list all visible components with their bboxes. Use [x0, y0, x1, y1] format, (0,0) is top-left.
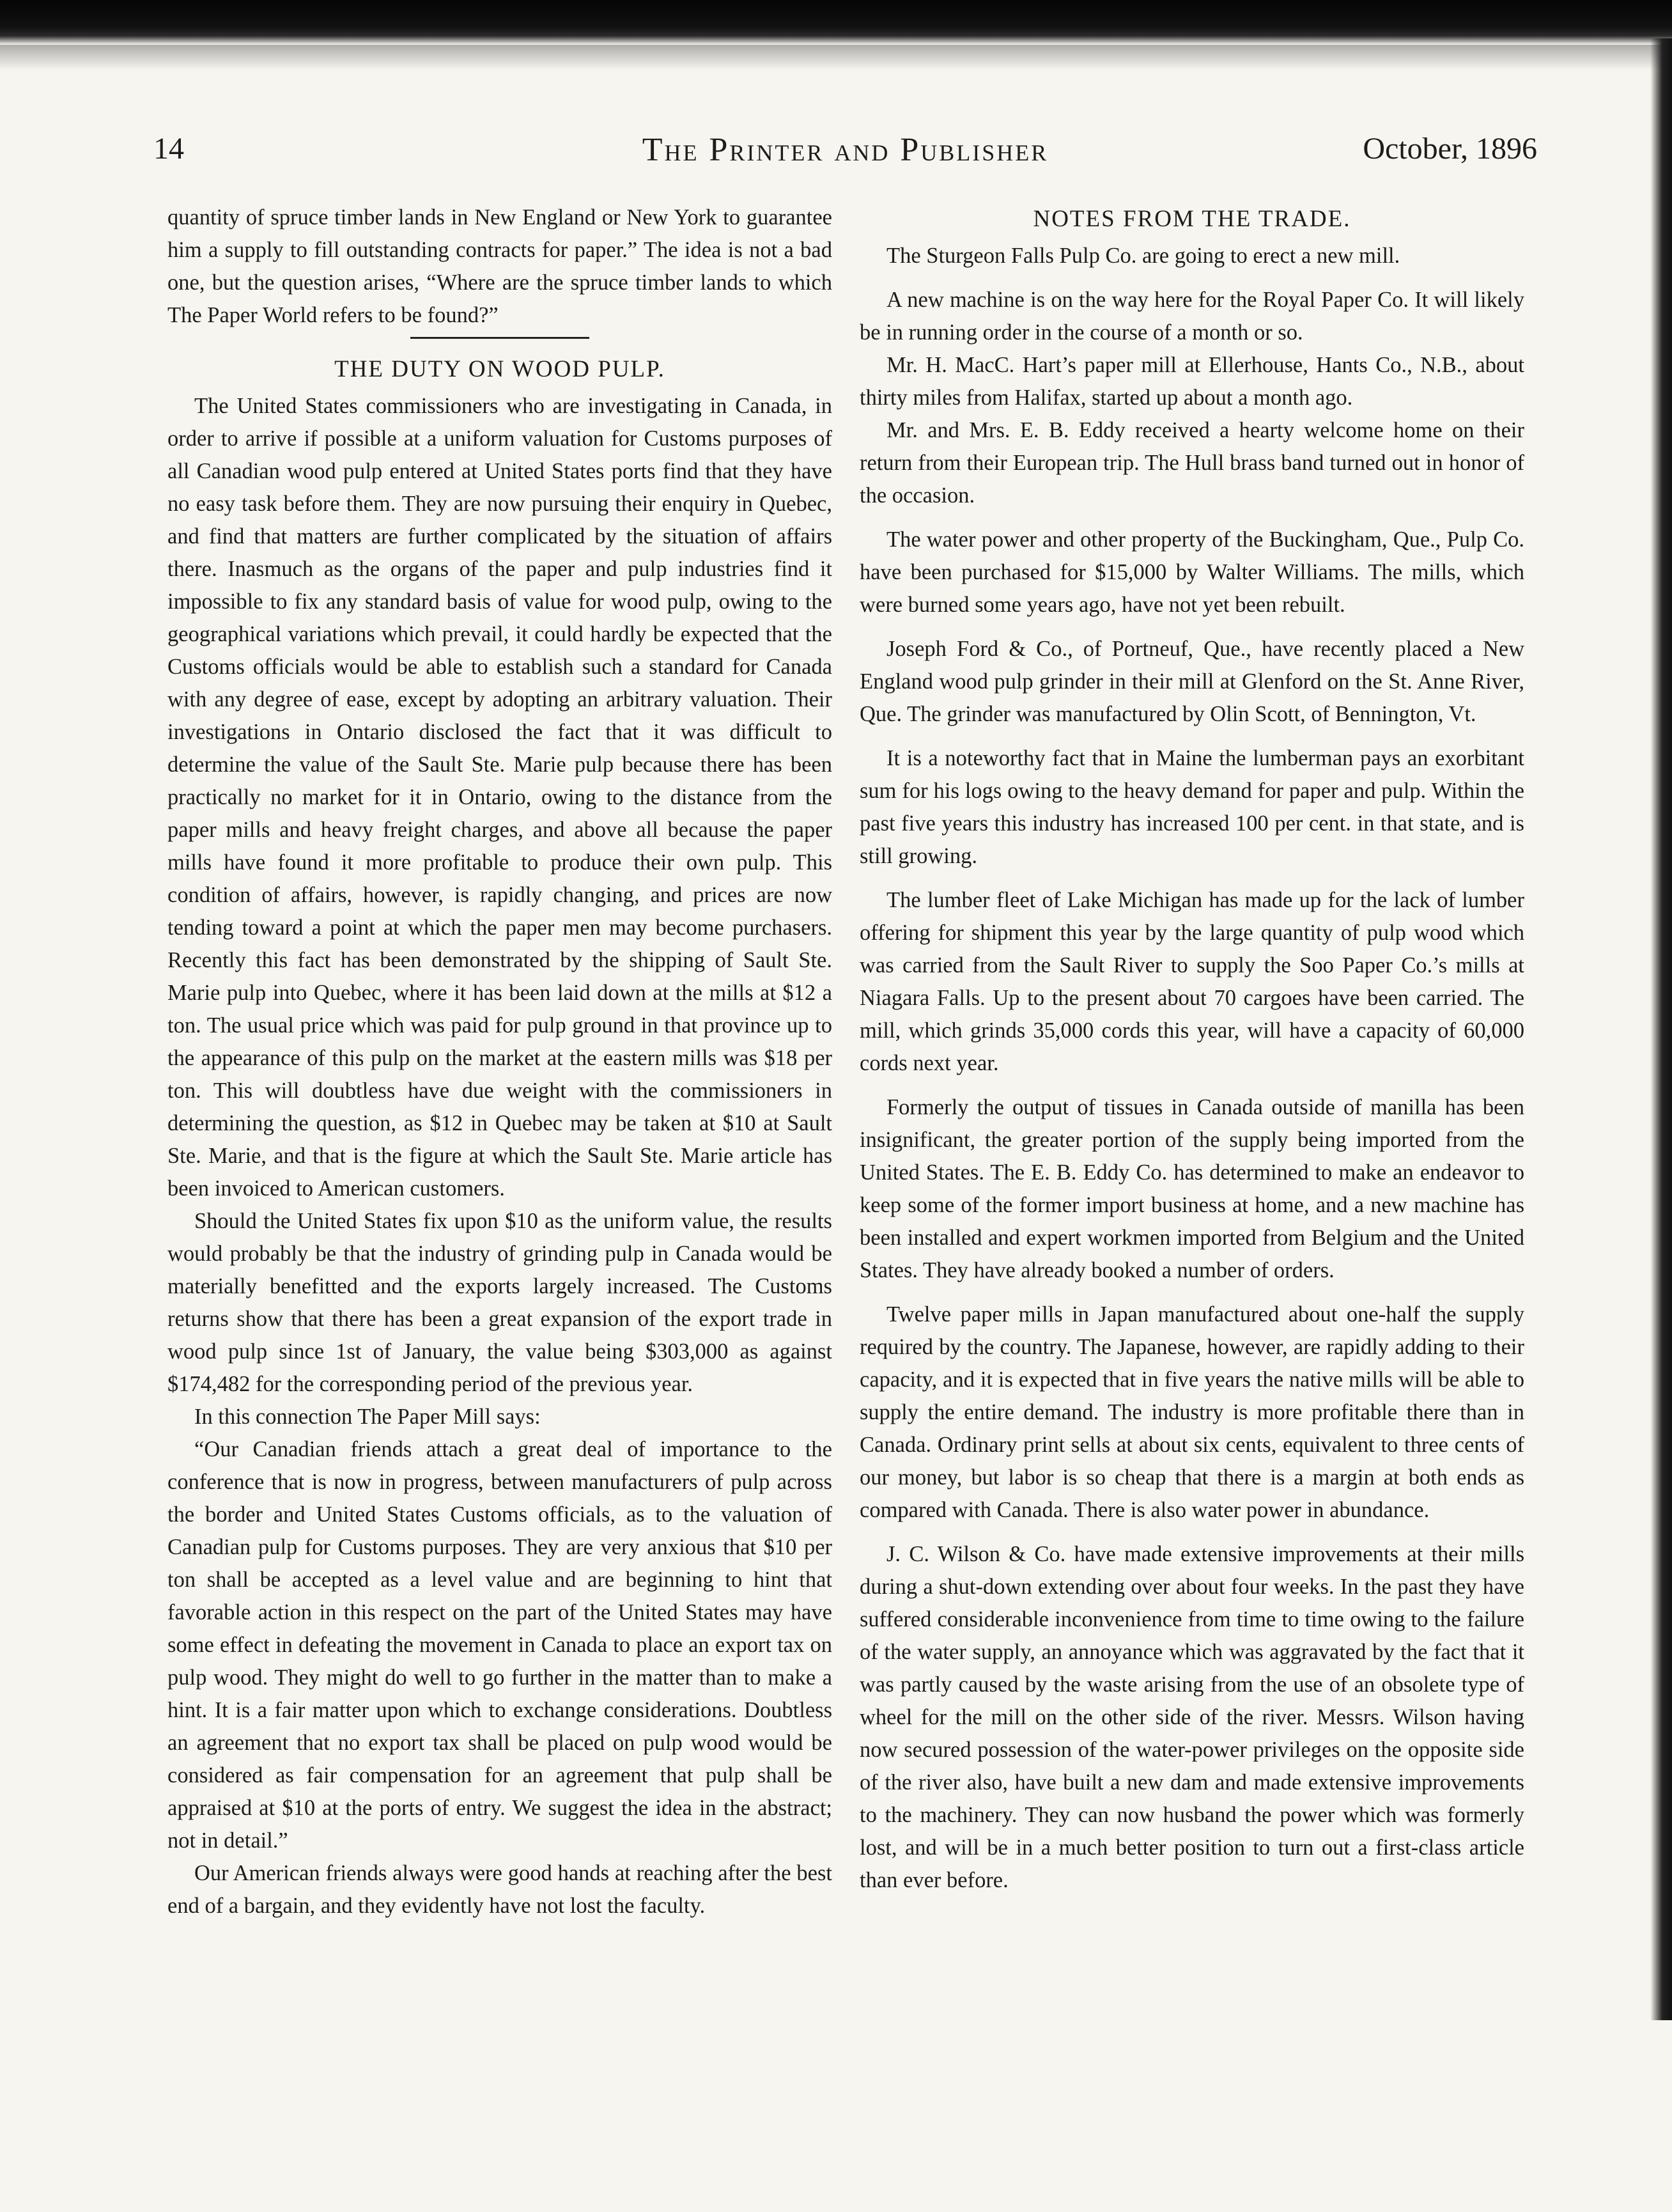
running-header: [153, 131, 1537, 189]
trade-note: J. C. Wilson & Co. have made extensive improvements at their mills during a shut-down extending over about four weeks. In the past they have suffered considerable inconvenience from time to time owing to the failure of the water supply, an annoyance which was aggravated by the fact that it was partly caused by the waste arising from the use of an obsolete type of wheel for the mill on the other side of the river. Messrs. Wilson having now secured possession of the water-power privileges on the opposite side of the river also, have built a new dam and made extensive improvements to the machinery. They can now husband the power which was formerly lost, and will be in a much better position to turn out a first-class article than ever before.: [860, 1542, 1524, 1892]
trade-note: Mr. and Mrs. E. B. Eddy received a hearty welcome home on their return from their European trip. The Hull brass band turned out in honor of the occasion.: [860, 418, 1524, 508]
scan-top-shadow: [0, 45, 1672, 70]
quoted-paragraph: “Our Canadian friends attach a great deal of importance to the conference that is now in progress, between manufacturers of pulp across the border and United States Customs officials, as to the valuation of Canadian pulp for Customs purposes. They are very anxious that $10 per ton shall be accepted as a level value and are beginning to hint that favorable action in this respect on the part of the United States may have some effect in defeating the movement in Canada to place an export tax on pulp wood. They might do well to go further in the matter than to make a hint. It is a fair matter upon which to exchange considerations. Doubtless an agreement that no export tax shall be placed on pulp wood would be considered as fair compensation for an agreement that pulp shall be appraised at $10 at the ports of entry. We suggest the idea in the abstract; not in detail.”: [167, 1437, 832, 1853]
paragraph: The United States commissioners who are investigating in Canada, in order to arrive if possible at a uniform valuation for Customs purposes of all Canadian wood pulp entered at United States ports find that they have no easy task before them. They are now pursuing their enquiry in Quebec, and find that matters are further complicated by the situation of affairs there. Inasmuch as the organs of the paper and pulp industries find it impossible to fix any standard basis of value for wood pulp, owing to the geographical variations which prevail, it could hardly be expected that the Customs officials would be able to establish such a standard for Canada with any degree of ease, except by adopting an arbitrary valuation. Their investigations in Ontario disclosed the fact that it was difficult to determine the value of the Sault Ste. Marie pulp because there has been practically no market for it in Ontario, owing to the distance from the paper mills and heavy freight charges, and above all because the paper mills have found it more profitable to produce their own pulp. This condition of affairs, however, is rapidly changing, and prices are now tending toward a point at which the paper men may become purchasers. Recently this fact has been demonstrated by the shipping of Sault Ste. Marie pulp into Quebec, where it has been laid down at the mills at $12 a ton. The usual price which was paid for pulp ground in that province up to the appearance of this pulp on the market at the eastern mills was $18 per ton. This will doubtless have due weight with the commissioners in determining the question, as $12 in Quebec may be taken at $10 at Sault Ste. Marie, and that is the figure at which the Sault Ste. Marie article has been invoiced to American customers.: [167, 394, 832, 1201]
journal-title: The Printer and Publisher: [642, 132, 1049, 168]
trade-note: The Sturgeon Falls Pulp Co. are going to erect a new mill.: [886, 244, 1400, 268]
intro-paragraph: quantity of spruce timber lands in New England or New York to guarantee him a supply to fill outstanding contracts for paper.” The idea is not a bad one, but the question arises, “Where are the spruce timber lands to which The Paper World refers to be found?”: [167, 205, 832, 327]
trade-note: Joseph Ford & Co., of Portneuf, Que., have recently placed a New England wood pulp grinder in their mill at Glenford on the St. Anne River, Que. The grinder was manufactured by Olin Scott, of Bennington, Vt.: [860, 637, 1524, 726]
trade-note: The water power and other property of the Buckingham, Que., Pulp Co. have been purchased for $15,000 by Walter Williams. The mills, which were burned some years ago, have not yet been rebuilt.: [860, 527, 1524, 617]
section-divider: [410, 337, 589, 339]
trade-note: It is a noteworthy fact that in Maine the lumberman pays an exorbitant sum for his logs owing to the heavy demand for paper and pulp. Within the past five years this industry has increased 100 per cent. in that state, and is still growing.: [860, 746, 1524, 868]
page-number: 14: [153, 132, 184, 166]
trade-note: Twelve paper mills in Japan manufactured about one-half the supply required by the country. The Japanese, however, are rapidly adding to their capacity, and it is expected that in five years the native mills will be able to supply the entire demand. The industry is more profitable there than in Canada. Ordinary print sells at about six cents, equivalent to three cents of our money, but labor is so cheap that there is a margin at both ends as compared with Canada. There is also water power in abundance.: [860, 1302, 1524, 1522]
right-column: [860, 201, 1524, 1897]
paragraph: Should the United States fix upon $10 as the uniform value, the results would probably be that the industry of grinding pulp in Canada would be materially benefitted and the exports largely increased. The Customs returns show that there has been a great expansion of the export trade in wood pulp since 1st of January, the value being $303,000 as against $174,482 for the corresponding period of the previous year.: [167, 1209, 832, 1396]
trade-note: The lumber fleet of Lake Michigan has made up for the lack of lumber offering for shipment this year by the large quantity of pulp wood which was carried from the Sault River to supply the Soo Paper Co.’s mills at Niagara Falls. Up to the present about 70 cargoes have been carried. The mill, which grinds 35,000 cords this year, will have a capacity of 60,000 cords next year.: [860, 888, 1524, 1075]
trade-note: A new machine is on the way here for the Royal Paper Co. It will likely be in running order in the course of a month or so.: [860, 288, 1524, 345]
scan-right-edge: [1650, 38, 1672, 2020]
paragraph: In this connection The Paper Mill says:: [194, 1405, 541, 1429]
trade-note: Formerly the output of tissues in Canada outside of manilla has been insignificant, the greater portion of the supply being imported from the United States. The E. B. Eddy Co. has determined to make an endeavor to keep some of the former import business at home, and a new machine has been installed and expert workmen imported from Belgium and the United States. They have already booked a number of orders.: [860, 1095, 1524, 1282]
section-heading-wood-pulp: THE DUTY ON WOOD PULP.: [334, 356, 665, 382]
issue-date: October, 1896: [1363, 132, 1537, 166]
section-heading-notes: NOTES FROM THE TRADE.: [1033, 206, 1351, 232]
trade-note: Mr. H. MacC. Hart’s paper mill at Ellerhouse, Hants Co., N.B., about thirty miles from Halifax, started up about a month ago.: [860, 353, 1524, 410]
left-column: [167, 201, 832, 1922]
paragraph: Our American friends always were good hands at reaching after the best end of a bargain, and they evidently have not lost the faculty.: [167, 1861, 832, 1918]
scan-top-edge: [0, 0, 1672, 45]
